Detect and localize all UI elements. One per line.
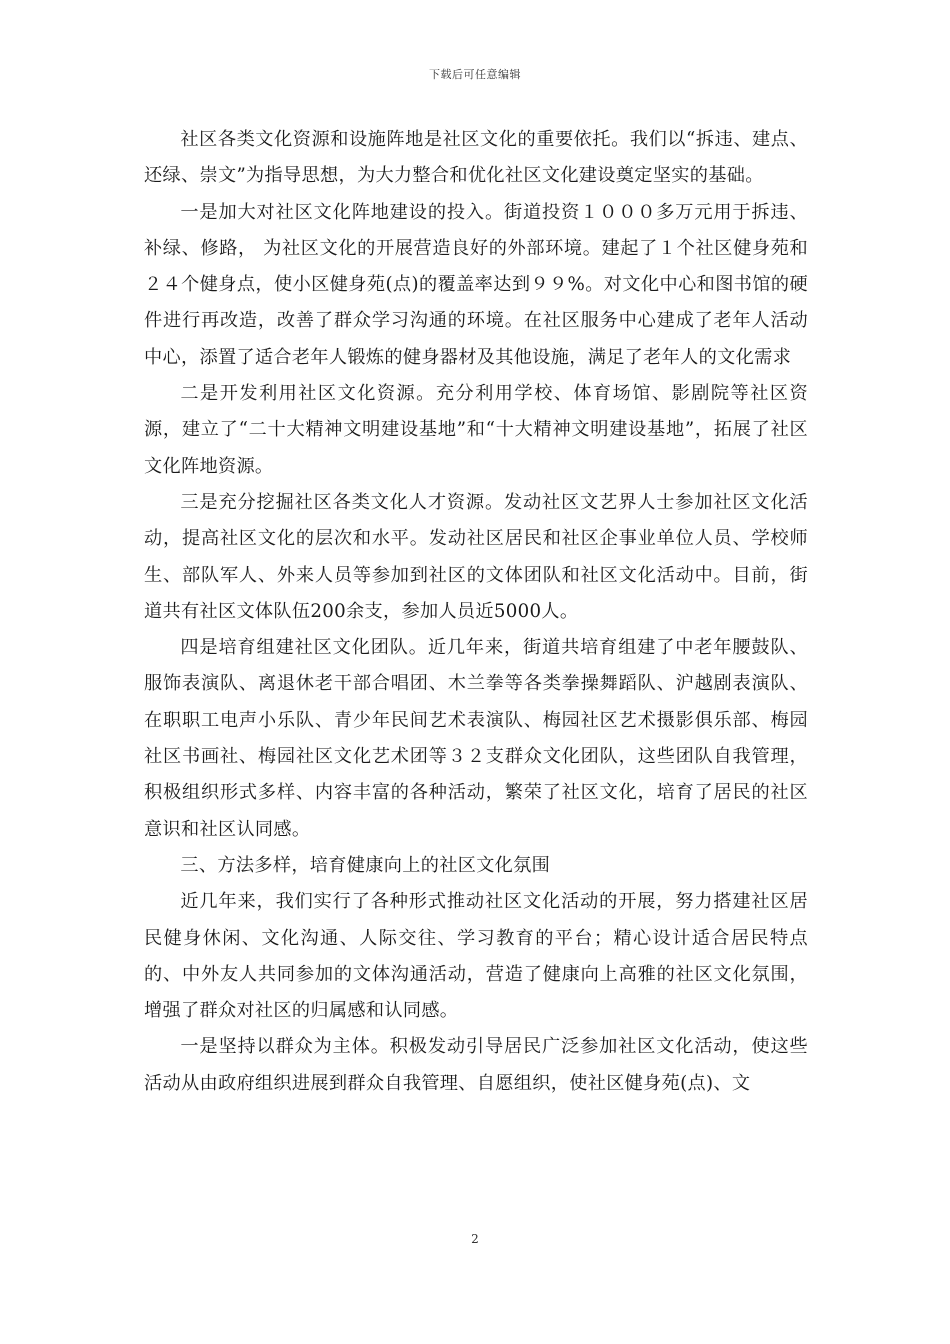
paragraph-point-three-talent: 三是充分挖掘社区各类文化人才资源。发动社区文艺界人士参加社区文化活动，提高社区文化的层次和水平。发动社区居民和社区企事业单位人员、学校师生、部队军人、外来人员等参加到社区的文体团队和社区文化活动中。目前，街道共有社区文体队伍200余支，参加人员近5000人。 [144, 491, 808, 622]
page-number: 2 [471, 1232, 479, 1246]
paragraph-section-three-intro: 近几年来，我们实行了各种形式推动社区文化活动的开展，努力搭建社区居民健身休闲、文化沟通、人际交往、学习教育的平台；精心设计适合居民特点的、中外友人共同参加的文体沟通活动，营造了健康向上高雅的社区文化氛围，增强了群众对社区的归属感和认同感。 [144, 891, 808, 1022]
paragraph-point-one-investment: 一是加大对社区文化阵地建设的投入。街道投资１０００多万元用于拆违、补绿、修路， 为社区文化的开展营造良好的外部环境。建起了１个社区健身苑和２４个健身点，使小区健身苑(点)的覆盖率达到９９%。对文化中心和图书馆的硬件进行再改造，改善了群众学习沟通的环境。在社区服务中心建成了老年人活动中心，添置了适合老年人锻炼的健身器材及其他设施，满足了老年人的文化需求 [144, 201, 808, 368]
paragraph-cultural-resources: 社区各类文化资源和设施阵地是社区文化的重要依托。我们以“拆违、建点、还绿、崇文”为指导思想，为大力整合和优化社区文化建设奠定坚实的基础。 [144, 129, 808, 187]
page-header: 下载后可任意编辑 [429, 68, 521, 81]
paragraph-point-two-resources: 二是开发利用社区文化资源。充分利用学校、体育场馆、影剧院等社区资源，建立了“二十大精神文明建设基地”和“十大精神文明建设基地”，拓展了社区文化阵地资源。 [144, 383, 808, 477]
document-body [144, 122, 808, 1102]
section-heading-three: 三、方法多样，培育健康向上的社区文化氛围 [180, 854, 551, 876]
paragraph-section-three-point-one: 一是坚持以群众为主体。积极发动引导居民广泛参加社区文化活动，使这些活动从由政府组织进展到群众自我管理、自愿组织，使社区健身苑(点)、文 [144, 1036, 808, 1094]
paragraph-point-four-teams: 四是培育组建社区文化团队。近几年来，街道共培育组建了中老年腰鼓队、服饰表演队、离退休老干部合唱团、木兰拳等各类拳操舞蹈队、沪越剧表演队、在职职工电声小乐队、青少年民间艺术表演队、梅园社区艺术摄影俱乐部、梅园社区书画社、梅园社区文化艺术团等３２支群众文化团队，这些团队自我管理，积极组织形式多样、内容丰富的各种活动，繁荣了社区文化，培育了居民的社区意识和社区认同感。 [144, 637, 808, 840]
